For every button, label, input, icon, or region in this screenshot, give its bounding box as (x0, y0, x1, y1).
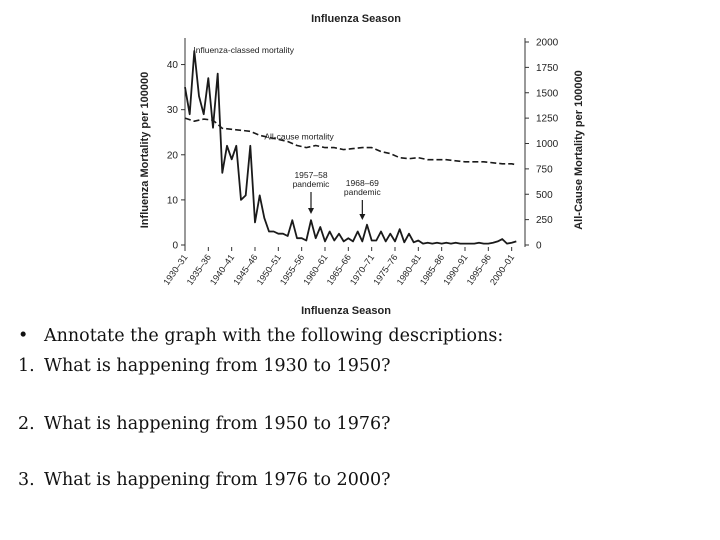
question-3-text: What is happening from 1976 to 2000? (44, 470, 391, 490)
y-tick-label-left: 40 (166, 60, 178, 72)
x-tick-label: 1980–81 (394, 252, 423, 287)
y-axis-label-right: All-Cause Mortality per 100000 (573, 70, 585, 230)
series-label-influenza: Influenza-classed mortality (193, 45, 295, 55)
y-tick-label-left: 20 (166, 150, 178, 162)
intro-line (18, 326, 503, 346)
x-tick-label: 1975–76 (371, 252, 400, 287)
y-tick-label-right: 0 (536, 240, 542, 252)
x-tick-label: 1945–46 (231, 252, 260, 287)
question-1-text: What is happening from 1930 to 1950? (44, 356, 391, 376)
y-tick-label-right: 1500 (536, 88, 559, 100)
series-group (185, 45, 516, 244)
question-2-marker: 2. (18, 414, 35, 434)
y-tick-label-right: 1250 (536, 113, 559, 125)
x-tick-label: 1990–91 (441, 252, 470, 287)
x-axis-label: Influenza Season (301, 305, 391, 317)
x-tick-label: 1960–61 (301, 252, 330, 287)
x-tick-label: 1955–56 (278, 252, 307, 287)
y-tick-label-right: 500 (536, 189, 553, 201)
y-tick-label-right: 250 (536, 215, 553, 227)
annotation-label: pandemic (292, 179, 330, 189)
annotation-arrowhead (359, 214, 365, 220)
x-tick-label: 1985–86 (418, 252, 447, 287)
y-tick-label-right: 1750 (536, 62, 559, 74)
y-axis-label-left: Influenza Mortality per 100000 (139, 71, 151, 229)
x-tick-label: 1940–41 (208, 252, 237, 287)
question-2 (18, 414, 390, 434)
x-tick-label: 1935–36 (184, 252, 213, 287)
x-tick-label: 1950–51 (254, 252, 283, 287)
annotation-label: 1968–69 (345, 178, 379, 188)
y-tick-label-left: 0 (172, 240, 178, 252)
question-3-marker: 3. (18, 470, 35, 490)
x-tick-label: 2000–01 (488, 252, 517, 287)
bullet-marker: • (18, 326, 29, 346)
annotation-arrowhead (308, 208, 314, 214)
y-tick-label-left: 10 (166, 195, 178, 207)
question-2-text: What is happening from 1950 to 1976? (44, 414, 391, 434)
influenza-mortality-line (185, 51, 516, 244)
annotation-label: 1957–58 (294, 170, 328, 180)
x-tick-label: 1965–66 (324, 252, 353, 287)
question-3 (18, 470, 390, 490)
question-1-marker: 1. (18, 356, 35, 376)
y-tick-label-left: 30 (166, 105, 178, 117)
y-tick-label-right: 2000 (536, 37, 559, 49)
annotation-group (293, 170, 382, 220)
x-tick-label: 1995–96 (464, 252, 493, 287)
series-label-all-cause: All-cause mortality (264, 131, 334, 142)
all-cause-mortality-line (185, 118, 516, 165)
annotation-label: pandemic (343, 187, 381, 197)
intro-text: Annotate the graph with the following descriptions: (44, 326, 504, 346)
chart-title: Influenza Season (311, 13, 401, 25)
question-1 (18, 356, 390, 376)
y-tick-label-right: 750 (536, 164, 553, 176)
y-tick-label-right: 1000 (536, 139, 559, 150)
x-tick-label: 1930–31 (161, 252, 190, 287)
x-tick-label: 1970–71 (348, 252, 377, 287)
